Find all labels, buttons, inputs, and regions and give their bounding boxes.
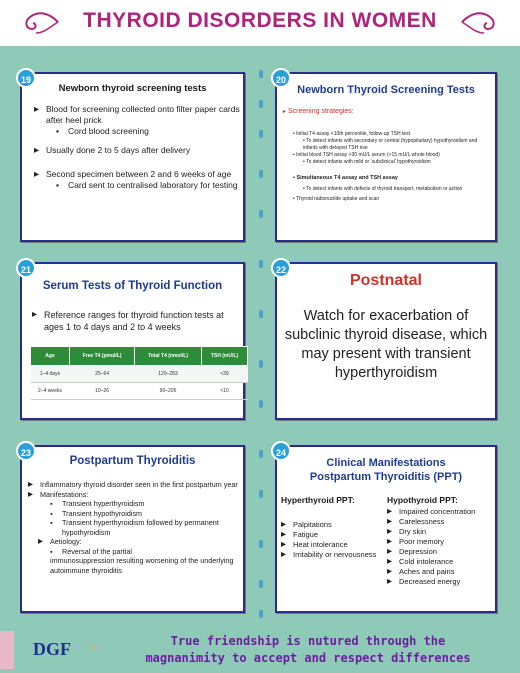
- list-item: ▸ Inflammatory thyroid disorder seen in the first postpartum year: [28, 480, 243, 490]
- quote-line: True friendship is nutured through the: [170, 634, 446, 648]
- list-item: immunosuppression resulting worsening of the underlying autoimmune thyroiditis: [50, 556, 234, 575]
- table-cell: 25–64: [70, 366, 135, 383]
- list-item: ▸ Reference ranges for thyroid function tests at ages 1 to 4 days and 2 to 4 weeks: [32, 309, 244, 333]
- panel-title: Postpartum Thyroiditis: [69, 455, 196, 467]
- list-item: ▸ Blood for screening collected onto filter paper cards after heel prick: [34, 104, 244, 126]
- list-item: ▪ Card sent to centralised laboratory for testing: [34, 180, 244, 191]
- table-cell: 1–4 days: [31, 366, 70, 383]
- table-header: Total T4 (nmol/L): [135, 347, 202, 366]
- panel-number: 23: [16, 441, 36, 461]
- list-item: ▸ Cold intolerance: [387, 557, 497, 567]
- panel-title: Newborn Thyroid Screening Tests: [297, 84, 475, 96]
- list-item: • To detect infants with mild or ‘subclinical’ hypothyroidism: [303, 159, 431, 165]
- page-footer: [0, 627, 520, 673]
- panel-number: 20: [271, 68, 291, 88]
- panel-title: Serum Tests of Thyroid Function: [42, 280, 223, 292]
- footer-quote: [118, 633, 498, 667]
- table-row: [31, 383, 248, 400]
- list-item: ▸ Second specimen between 2 and 6 weeks of age: [34, 169, 244, 180]
- table-header: TSH (mU/L): [201, 347, 247, 366]
- hyper-label: Hyperthyroid PPT:: [281, 495, 355, 505]
- panel-21: [20, 262, 245, 420]
- table-cell: <39: [201, 366, 247, 383]
- footer-accent: [0, 631, 14, 669]
- quote-line: magnanimity to accept and respect differences: [145, 651, 471, 665]
- table-cell: <10: [201, 383, 247, 400]
- flourish-right-icon: [460, 7, 500, 37]
- panel-19: [20, 72, 245, 242]
- list-item: • Initial blood TSH assay >30 mU/L serum (>15 mU/L whole blood): [293, 152, 440, 158]
- panel-23: [20, 445, 245, 613]
- list-item: ▸ Dry skin: [387, 527, 497, 537]
- page-title: THYROID DISORDERS IN WOMEN: [83, 9, 437, 32]
- list-item: ▸ Aches and pains: [387, 567, 497, 577]
- list-item: ▸ Fatigue: [281, 530, 391, 540]
- panel-subtitle: Postpartum Thyroiditis (PPT): [309, 471, 463, 483]
- panel-24: [275, 445, 497, 613]
- table-cell: 90–206: [135, 383, 202, 400]
- list-item: ▪ Reversal of the partial: [28, 547, 243, 557]
- list-item: • Simultaneous T4 assay and TSH assay: [293, 175, 398, 181]
- panel-title: Newborn thyroid screening tests: [58, 83, 207, 94]
- reference-table: [30, 346, 248, 400]
- page-header: [0, 0, 520, 46]
- center-divider: [259, 70, 265, 620]
- list-item: • To detect infants with secondary or central (hypopituitary) hypothyroidism and infants with delayed TSH rise: [303, 138, 478, 151]
- list-item: • To detect infants with defects of thyroid transport, metabolism or action: [303, 186, 463, 192]
- list-item: ▸ Manifestations:: [28, 490, 243, 500]
- list-item: ▸ Aetiology:: [38, 537, 243, 547]
- list-item: ▸ Usually done 2 to 5 days after delivery: [34, 145, 244, 156]
- panel-number: 21: [16, 258, 36, 278]
- list-item: • Initial T4 assay <10th percentile, follow-up TSH test: [293, 131, 411, 137]
- panel-20: 20 Newborn Thyroid Screening Tests ▸ Screening strategies: • Initial T4 assay <10th percentile, follow-up TSH test • To detect infants with secondary or central (hypopituitary) hypothyroidism and infants with delayed TSH rise • Initial blood TSH assay >30 mU/L serum (>15 mU/L whole blood) • To detect infants with mild or ‘subclinical’ hypothyroidism • Simultaneous T4 assay and TSH assay • To detect infants with defects of thyroid transport, metabolism or action • Thyroid radionuclide uptake and scan: [275, 72, 497, 242]
- panel-title: Postnatal: [349, 272, 422, 289]
- list-item: ▸ Poor memory: [387, 537, 497, 547]
- list-item: ▪ Transient hyperthyroidism: [28, 499, 243, 509]
- logo: DGF: [33, 639, 71, 659]
- table-cell: 10–26: [70, 383, 135, 400]
- list-item: ▪ Cord blood screening: [34, 126, 244, 137]
- panel-number: 19: [16, 68, 36, 88]
- table-row: [31, 366, 248, 383]
- arrow-right-icon: ⟶: [78, 639, 99, 655]
- table-header: Age: [31, 347, 70, 366]
- list-item: ▪ Transient hypothyroidism: [28, 509, 243, 519]
- list-item: ▸ Impaired concentration: [387, 507, 497, 517]
- list-item: ▸ Depression: [387, 547, 497, 557]
- table-cell: 129–283: [135, 366, 202, 383]
- list-item: ▪ Transient hyperthyroidism followed by permanent hypothyroidism: [28, 518, 243, 537]
- list-item: ▸ Decreased energy: [387, 577, 497, 587]
- screening-strategies-label: Screening strategies:: [287, 108, 354, 115]
- list-item: ▸ Palpitations: [281, 520, 391, 530]
- list-item: • Thyroid radionuclide uptake and scan: [293, 196, 380, 202]
- panel-title: Clinical Manifestations: [326, 457, 446, 469]
- hypo-label: Hypothyroid PPT:: [387, 495, 458, 505]
- list-item: ▸ Irritability or nervousness: [281, 550, 391, 560]
- list-item: ▸ Heat intolerance: [281, 540, 391, 550]
- panel-number: 22: [271, 258, 291, 278]
- table-header: Free T4 (pmol/L): [70, 347, 135, 366]
- table-cell: 2–4 weeks: [31, 383, 70, 400]
- panel-22: [275, 262, 497, 420]
- list-item: ▸ Carelessness: [387, 517, 497, 527]
- panel-number: 24: [271, 441, 291, 461]
- panel-body: Watch for exacerbation of subclinic thyroid disease, which may present with transient hyperthyroidism: [284, 308, 488, 381]
